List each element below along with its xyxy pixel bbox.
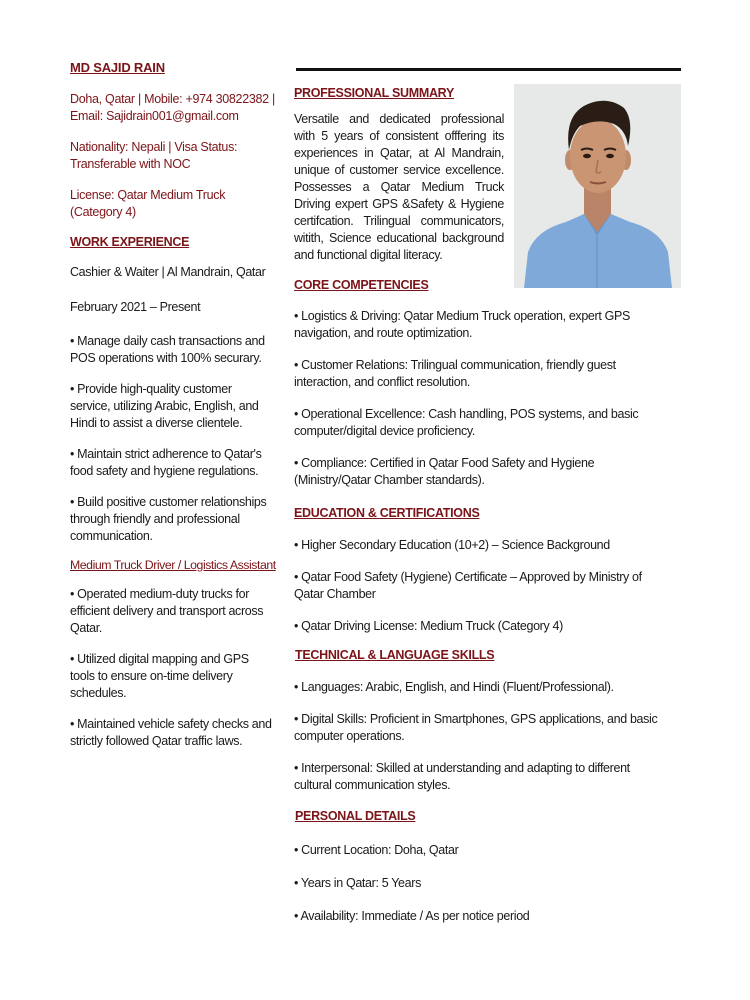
job1-dates: February 2021 – Present bbox=[70, 300, 201, 314]
job1-bullets bbox=[70, 333, 288, 545]
list-item: • Utilized digital mapping and GPS tools to ensure on-time delivery schedules. bbox=[70, 652, 249, 700]
nationality-line: Nationality: Nepali | Visa Status: bbox=[70, 140, 238, 154]
job1-title: Cashier & Waiter | Al Mandrain, Qatar bbox=[70, 265, 266, 279]
profile-photo bbox=[514, 84, 681, 288]
left-column bbox=[70, 60, 288, 750]
personal-details-list bbox=[294, 842, 686, 925]
summary-text: Versatile and dedicated professional with 5 years of consistent offfering its experiences in Qatar, at Al Mandrain, unique of customer service excellence. Possesses a Qatar Medium Truck Driving expert GPS &Safety & Hygiene certifcation. Trilingual communicators, witith, Science educational background and functional digital literacy. bbox=[294, 112, 504, 262]
list-item: • Languages: Arabic, English, and Hindi (Fluent/Professional). bbox=[294, 680, 614, 694]
license-block bbox=[70, 187, 288, 221]
list-item: • Manage daily cash transactions and POS operations with 100% securary. bbox=[70, 334, 265, 365]
list-item: • Operated medium-duty trucks for efficient delivery and transport across Qatar. bbox=[70, 587, 264, 635]
list-item: • Compliance: Certified in Qatar Food Safety and Hygiene (Ministry/Qatar Chamber standards). bbox=[294, 456, 595, 487]
list-item: • Higher Secondary Education (10+2) – Science Background bbox=[294, 538, 610, 552]
education-heading: EDUCATION & CERTIFICATIONS bbox=[294, 506, 480, 520]
list-item: • Maintain strict adherence to Qatar's food safety and hygiene regulations. bbox=[70, 447, 262, 478]
list-item: • Customer Relations: Trilingual communication, friendly guest interaction, and conflict resolution. bbox=[294, 358, 616, 389]
skills-heading: TECHNICAL & LANGUAGE SKILLS bbox=[295, 648, 495, 662]
contact-block bbox=[70, 91, 288, 125]
license-category: (Category 4) bbox=[70, 205, 136, 219]
list-item: • Current Location: Doha, Qatar bbox=[294, 843, 459, 857]
list-item: • Provide high-quality customer service, utilizing Arabic, English, and Hindi to assist a diverse clientele. bbox=[70, 382, 259, 430]
education-list bbox=[294, 537, 686, 635]
list-item: • Maintained vehicle safety checks and strictly followed Qatar traffic laws. bbox=[70, 717, 272, 748]
visa-line: Transferable with NOC bbox=[70, 157, 191, 171]
license-line: License: Qatar Medium Truck bbox=[70, 188, 226, 202]
work-experience-heading: WORK EXPERIENCE bbox=[70, 235, 190, 249]
header-rule bbox=[296, 68, 681, 71]
list-item: • Logistics & Driving: Qatar Medium Truck operation, expert GPS navigation, and route optimization. bbox=[294, 309, 630, 340]
list-item: • Years in Qatar: 5 Years bbox=[294, 876, 421, 890]
portrait-icon bbox=[514, 84, 681, 288]
contact-email: Email: Sajidrain001@gmail.com bbox=[70, 109, 239, 123]
skills-list bbox=[294, 679, 686, 794]
list-item: • Digital Skills: Proficient in Smartphones, GPS applications, and basic computer operations. bbox=[294, 712, 658, 743]
job2-title: Medium Truck Driver / Logistics Assistant bbox=[70, 558, 276, 572]
nationality-block bbox=[70, 139, 288, 173]
list-item: • Operational Excellence: Cash handling, POS systems, and basic computer/digital device proficiency. bbox=[294, 407, 639, 438]
list-item: • Availability: Immediate / As per notice period bbox=[294, 909, 530, 923]
personal-details-heading: PERSONAL DETAILS bbox=[295, 809, 416, 823]
core-competencies-list bbox=[294, 308, 686, 489]
list-item: • Interpersonal: Skilled at understanding and adapting to different cultural communication styles. bbox=[294, 761, 630, 792]
core-competencies-heading: CORE COMPETENCIES bbox=[294, 278, 429, 292]
contact-line-1: Doha, Qatar | Mobile: +974 30822382 | bbox=[70, 92, 275, 106]
list-item: • Qatar Driving License: Medium Truck (Category 4) bbox=[294, 619, 563, 633]
applicant-name: MD SAJID RAIN bbox=[70, 60, 165, 75]
summary-heading: PROFESSIONAL SUMMARY bbox=[294, 86, 454, 100]
list-item: • Qatar Food Safety (Hygiene) Certificate – Approved by Ministry of Qatar Chamber bbox=[294, 570, 642, 601]
job2-bullets bbox=[70, 586, 288, 750]
list-item: • Build positive customer relationships through friendly and professional communication. bbox=[70, 495, 267, 543]
